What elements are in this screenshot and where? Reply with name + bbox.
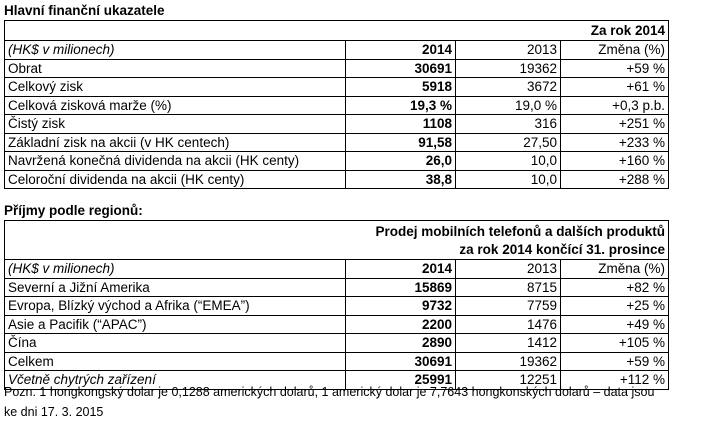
table-row	[5, 78, 669, 97]
table-header-row	[5, 260, 669, 279]
unit-header: (HK$ v milionech)	[5, 41, 346, 60]
value-2014: 1108	[346, 115, 456, 134]
value-2013: 3672	[456, 78, 561, 97]
footnote-line-1: Pozn. 1 hongkongský dolar je 0,1288 amerických dolarů, 1 americký dolar je 7,7643 hongkonských dolarů – data jsou	[4, 385, 655, 399]
year-2013-header: 2013	[456, 260, 561, 279]
row-label: Základní zisk na akcii (v HK centech)	[5, 133, 346, 152]
table-header-row	[5, 41, 669, 60]
change-value: +82 %	[561, 278, 669, 297]
table-title-row	[5, 221, 669, 260]
table-row	[5, 315, 669, 334]
table-row	[5, 352, 669, 371]
value-2014: 2200	[346, 315, 456, 334]
table-row	[5, 59, 669, 78]
value-2013: 8715	[456, 278, 561, 297]
period-label: Za rok 2014	[5, 21, 669, 41]
year-2014-header: 2014	[346, 41, 456, 60]
section-heading-regions: Příjmy podle regionů:	[4, 203, 143, 218]
value-2013: 27,50	[456, 133, 561, 152]
change-value: +25 %	[561, 297, 669, 316]
value-2013: 10,0	[456, 152, 561, 171]
value-2013: 1412	[456, 334, 561, 353]
financial-indicators-table	[4, 20, 669, 189]
value-2014: 38,8	[346, 170, 456, 189]
change-value: +251 %	[561, 115, 669, 134]
table-row	[5, 297, 669, 316]
row-label: Evropa, Blízký východ a Afrika (“EMEA”)	[5, 297, 346, 316]
value-2013: 19,0 %	[456, 96, 561, 115]
footnote-line-2: ke dni 17. 3. 2015	[4, 405, 104, 419]
row-label: Čína	[5, 334, 346, 353]
value-2013: 316	[456, 115, 561, 134]
table-row	[5, 278, 669, 297]
value-2014: 91,58	[346, 133, 456, 152]
row-label: Včetně chytrých zařízení	[5, 371, 346, 390]
change-value: +105 %	[561, 334, 669, 353]
unit-header: (HK$ v milionech)	[5, 260, 346, 279]
change-value: +288 %	[561, 170, 669, 189]
value-2014: 30691	[346, 352, 456, 371]
value-2014: 26,0	[346, 152, 456, 171]
table-title-row	[5, 21, 669, 41]
value-2013: 1476	[456, 315, 561, 334]
table-row	[5, 334, 669, 353]
row-label: Čistý zisk	[5, 115, 346, 134]
table-row	[5, 133, 669, 152]
value-2014: 19,3 %	[346, 96, 456, 115]
value-2013: 12251	[456, 371, 561, 390]
value-2013: 19362	[456, 352, 561, 371]
change-header: Změna (%)	[561, 41, 669, 60]
row-label: Severní a Jižní Amerika	[5, 278, 346, 297]
value-2014: 15869	[346, 278, 456, 297]
value-2013: 10,0	[456, 170, 561, 189]
table-title-line-2: za rok 2014 končící 31. prosince	[459, 242, 666, 257]
table-row	[5, 152, 669, 171]
change-header: Změna (%)	[561, 260, 669, 279]
value-2014: 25991	[346, 371, 456, 390]
row-label: Celkem	[5, 352, 346, 371]
change-value: +0,3 p.b.	[561, 96, 669, 115]
table-row	[5, 96, 669, 115]
value-2014: 30691	[346, 59, 456, 78]
row-label: Obrat	[5, 59, 346, 78]
year-2014-header: 2014	[346, 260, 456, 279]
change-value: +112 %	[561, 371, 669, 390]
row-label: Asie a Pacifik (“APAC”)	[5, 315, 346, 334]
table-row	[5, 170, 669, 189]
row-label: Celkový zisk	[5, 78, 346, 97]
table-row	[5, 115, 669, 134]
value-2014: 5918	[346, 78, 456, 97]
section-heading-financial: Hlavní finanční ukazatele	[4, 3, 165, 18]
row-label: Celková zisková marže (%)	[5, 96, 346, 115]
table-title-line-1: Prodej mobilních telefonů a dalších produktů	[375, 224, 666, 239]
change-value: +59 %	[561, 352, 669, 371]
regional-revenue-table	[4, 220, 669, 390]
value-2013: 19362	[456, 59, 561, 78]
change-value: +160 %	[561, 152, 669, 171]
value-2014: 9732	[346, 297, 456, 316]
change-value: +61 %	[561, 78, 669, 97]
year-2013-header: 2013	[456, 41, 561, 60]
change-value: +59 %	[561, 59, 669, 78]
change-value: +49 %	[561, 315, 669, 334]
change-value: +233 %	[561, 133, 669, 152]
row-label: Celoroční dividenda na akcii (HK centy)	[5, 170, 346, 189]
row-label: Navržená konečná dividenda na akcii (HK centy)	[5, 152, 346, 171]
value-2014: 2890	[346, 334, 456, 353]
value-2013: 7759	[456, 297, 561, 316]
